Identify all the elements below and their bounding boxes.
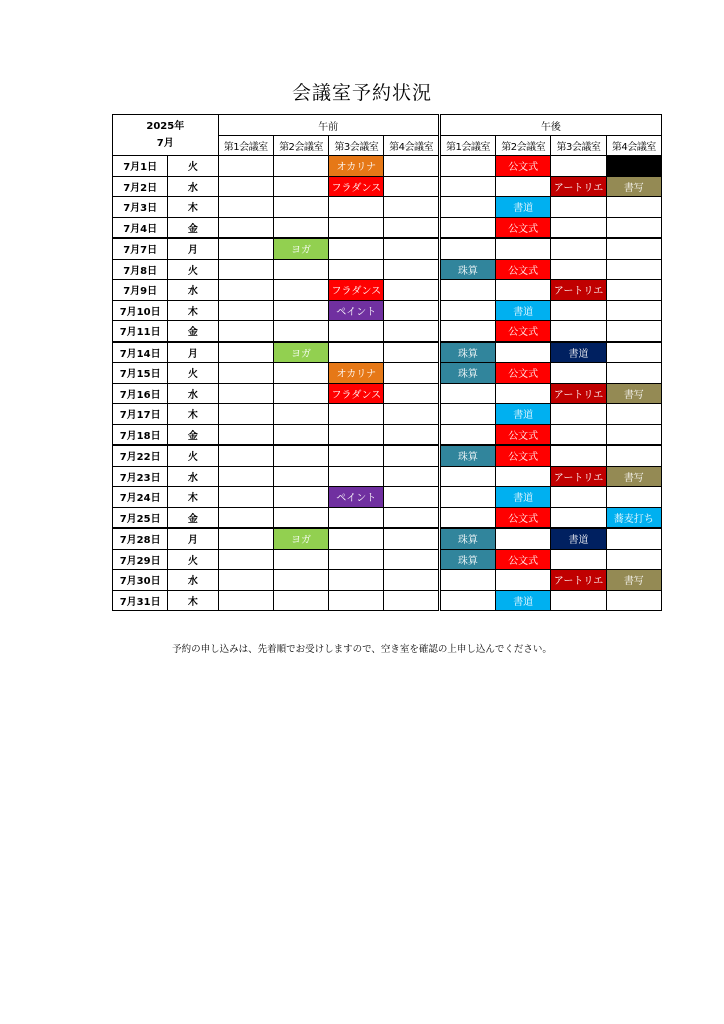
slot-pm-room1 [439,383,495,404]
slot-am-room4 [384,528,439,549]
slot-am-room3: フラダンス [329,176,384,197]
weekday-cell: 月 [168,238,218,259]
slot-pm-room2: 書道 [496,590,551,611]
slot-am-room4 [384,259,439,280]
slot-am-room1 [218,259,273,280]
table-row [113,507,662,528]
slot-pm-room1 [439,466,495,487]
slot-pm-room3 [551,321,606,342]
slot-pm-room4 [606,321,661,342]
slot-pm-room3 [551,197,606,218]
slot-am-room1 [218,238,273,259]
weekday-cell: 木 [168,197,218,218]
table-row [113,217,662,238]
slot-am-room3: オカリナ [329,156,384,177]
slot-pm-room2: 公文式 [496,549,551,570]
slot-pm-room2: 書道 [496,197,551,218]
slot-am-room3: フラダンス [329,280,384,301]
slot-am-room3 [329,342,384,363]
slot-am-room3: ペイント [329,487,384,508]
slot-am-room3: フラダンス [329,383,384,404]
slot-am-room2 [273,176,328,197]
slot-pm-room1 [439,238,495,259]
slot-pm-room1: 珠算 [439,342,495,363]
slot-am-room2 [273,280,328,301]
table-row [113,466,662,487]
room-header-am-1: 第1会議室 [218,136,273,156]
slot-pm-room2: 公文式 [496,217,551,238]
slot-pm-room4 [606,487,661,508]
table-row [113,570,662,591]
date-cell: 7月30日 [113,570,168,591]
slot-am-room3 [329,507,384,528]
slot-am-room4 [384,466,439,487]
slot-pm-room2: 書道 [496,404,551,425]
slot-am-room1 [218,321,273,342]
booking-note: 予約の申し込みは、先着順でお受けしますので、空き室を確認の上申し込んでください。 [172,644,552,655]
slot-am-room4 [384,300,439,321]
room-header-am-4: 第4会議室 [384,136,439,156]
slot-am-room2 [273,424,328,445]
slot-pm-room4: 書写 [606,570,661,591]
slot-pm-room4 [606,217,661,238]
slot-pm-room3 [551,156,606,177]
slot-am-room2: ヨガ [273,342,328,363]
slot-pm-room4: 書写 [606,176,661,197]
slot-am-room3 [329,424,384,445]
slot-pm-room3 [551,445,606,466]
slot-pm-room2: 公文式 [496,321,551,342]
slot-am-room4 [384,156,439,177]
room-header-am-2: 第2会議室 [273,136,328,156]
slot-am-room1 [218,570,273,591]
weekday-cell: 火 [168,156,218,177]
table-row [113,300,662,321]
slot-pm-room4 [606,300,661,321]
weekday-cell: 金 [168,507,218,528]
slot-pm-room2: 書道 [496,487,551,508]
slot-pm-room4: 書写 [606,383,661,404]
slot-am-room1 [218,404,273,425]
slot-am-room3 [329,570,384,591]
weekday-cell: 火 [168,549,218,570]
slot-am-room4 [384,445,439,466]
slot-am-room2 [273,259,328,280]
weekday-cell: 月 [168,342,218,363]
slot-am-room1 [218,197,273,218]
slot-pm-room2 [496,342,551,363]
room-header-pm-3: 第3会議室 [551,136,606,156]
slot-pm-room1 [439,404,495,425]
slot-pm-room4 [606,424,661,445]
slot-pm-room1: 珠算 [439,363,495,384]
year-label: 2025年 [146,121,185,132]
slot-pm-room4 [606,342,661,363]
slot-pm-room3: アートリエ [551,280,606,301]
date-cell: 7月31日 [113,590,168,611]
slot-pm-room3: 書道 [551,528,606,549]
slot-pm-room4 [606,528,661,549]
slot-am-room4 [384,424,439,445]
slot-pm-room2: 公文式 [496,424,551,445]
date-cell: 7月2日 [113,176,168,197]
room-header-pm-2: 第2会議室 [496,136,551,156]
reservation-table [112,114,662,611]
slot-am-room2 [273,197,328,218]
date-cell: 7月9日 [113,280,168,301]
slot-pm-room3 [551,300,606,321]
slot-am-room4 [384,570,439,591]
date-cell: 7月1日 [113,156,168,177]
slot-pm-room3 [551,507,606,528]
slot-am-room1 [218,487,273,508]
table-row [113,424,662,445]
weekday-cell: 水 [168,383,218,404]
slot-am-room1 [218,342,273,363]
slot-am-room4 [384,238,439,259]
slot-pm-room4: 蕎麦打ち [606,507,661,528]
table-row [113,259,662,280]
date-cell: 7月15日 [113,363,168,384]
date-cell: 7月25日 [113,507,168,528]
slot-pm-room4: 書写 [606,466,661,487]
slot-pm-room1: 珠算 [439,259,495,280]
year-month-cell [113,115,219,156]
slot-pm-room3: アートリエ [551,466,606,487]
slot-pm-room2: 公文式 [496,445,551,466]
slot-am-room4 [384,176,439,197]
slot-pm-room3: アートリエ [551,176,606,197]
slot-am-room3 [329,321,384,342]
slot-pm-room4 [606,280,661,301]
slot-am-room4 [384,363,439,384]
slot-pm-room1 [439,280,495,301]
slot-am-room3 [329,445,384,466]
date-cell: 7月18日 [113,424,168,445]
slot-am-room1 [218,300,273,321]
table-row [113,404,662,425]
slot-am-room1 [218,445,273,466]
slot-am-room2 [273,156,328,177]
slot-pm-room1 [439,570,495,591]
weekday-cell: 金 [168,217,218,238]
date-cell: 7月28日 [113,528,168,549]
slot-am-room2 [273,487,328,508]
slot-am-room3 [329,259,384,280]
slot-am-room1 [218,176,273,197]
slot-pm-room3: 書道 [551,342,606,363]
slot-am-room3 [329,197,384,218]
date-cell: 7月23日 [113,466,168,487]
slot-pm-room3 [551,363,606,384]
slot-am-room2 [273,363,328,384]
weekday-cell: 木 [168,487,218,508]
slot-am-room4 [384,342,439,363]
room-header-pm-4: 第4会議室 [606,136,661,156]
slot-pm-room2 [496,238,551,259]
table-row [113,363,662,384]
slot-am-room1 [218,466,273,487]
slot-am-room4 [384,549,439,570]
weekday-cell: 木 [168,300,218,321]
weekday-cell: 月 [168,528,218,549]
slot-am-room2 [273,404,328,425]
weekday-cell: 水 [168,176,218,197]
slot-pm-room3: アートリエ [551,383,606,404]
slot-am-room2 [273,570,328,591]
slot-am-room3: オカリナ [329,363,384,384]
slot-pm-room1: 珠算 [439,549,495,570]
slot-pm-room2 [496,528,551,549]
table-row [113,176,662,197]
slot-pm-room2 [496,176,551,197]
table-row [113,590,662,611]
table-row [113,197,662,218]
slot-pm-room3 [551,487,606,508]
date-cell: 7月29日 [113,549,168,570]
slot-pm-room4 [606,259,661,280]
slot-pm-room2 [496,280,551,301]
slot-am-room2: ヨガ [273,528,328,549]
slot-pm-room3: アートリエ [551,570,606,591]
slot-pm-room3 [551,259,606,280]
weekday-cell: 火 [168,363,218,384]
page-title: 会議室予約状況 [291,82,432,104]
date-cell: 7月16日 [113,383,168,404]
slot-am-room4 [384,383,439,404]
slot-pm-room3 [551,238,606,259]
slot-am-room1 [218,383,273,404]
slot-am-room2 [273,590,328,611]
date-cell: 7月10日 [113,300,168,321]
slot-pm-room4 [606,238,661,259]
table-row [113,487,662,508]
slot-pm-room3 [551,549,606,570]
slot-am-room3: ペイント [329,300,384,321]
slot-pm-room1 [439,156,495,177]
slot-pm-room3 [551,590,606,611]
date-cell: 7月14日 [113,342,168,363]
slot-am-room3 [329,528,384,549]
table-row [113,528,662,549]
date-cell: 7月17日 [113,404,168,425]
date-cell: 7月22日 [113,445,168,466]
slot-am-room2 [273,217,328,238]
room-header-pm-1: 第1会議室 [439,136,495,156]
slot-pm-room3 [551,217,606,238]
date-cell: 7月8日 [113,259,168,280]
slot-pm-room3 [551,404,606,425]
slot-am-room3 [329,590,384,611]
slot-am-room1 [218,507,273,528]
table-row [113,445,662,466]
slot-pm-room4 [606,404,661,425]
slot-am-room3 [329,238,384,259]
slot-am-room2 [273,549,328,570]
slot-am-room4 [384,217,439,238]
slot-pm-room1 [439,487,495,508]
room-header-am-3: 第3会議室 [329,136,384,156]
slot-am-room4 [384,590,439,611]
slot-am-room3 [329,549,384,570]
slot-pm-room2: 公文式 [496,507,551,528]
slot-am-room4 [384,321,439,342]
slot-pm-room1 [439,217,495,238]
date-cell: 7月3日 [113,197,168,218]
slot-pm-room1 [439,424,495,445]
date-cell: 7月24日 [113,487,168,508]
month-label: 7月 [156,138,174,149]
table-row [113,321,662,342]
slot-am-room2 [273,507,328,528]
slot-pm-room1: 珠算 [439,528,495,549]
slot-pm-room4 [606,590,661,611]
table-row [113,156,662,177]
slot-am-room1 [218,549,273,570]
slot-pm-room4 [606,363,661,384]
slot-pm-room4 [606,445,661,466]
table-row [113,280,662,301]
slot-pm-room1: 珠算 [439,445,495,466]
slot-pm-room1 [439,300,495,321]
slot-pm-room2: 書道 [496,300,551,321]
slot-am-room3 [329,404,384,425]
slot-pm-room2: 公文式 [496,363,551,384]
table-row [113,549,662,570]
slot-am-room1 [218,424,273,445]
slot-am-room2 [273,466,328,487]
slot-pm-room1 [439,321,495,342]
slot-am-room3 [329,217,384,238]
slot-pm-room3 [551,424,606,445]
slot-am-room1 [218,528,273,549]
slot-pm-room2 [496,570,551,591]
slot-am-room3 [329,466,384,487]
pm-header: 午後 [439,115,661,136]
slot-pm-room1 [439,197,495,218]
slot-pm-room4 [606,197,661,218]
slot-am-room1 [218,280,273,301]
slot-am-room1 [218,156,273,177]
table-row [113,238,662,259]
slot-pm-room4 [606,156,661,177]
slot-pm-room2 [496,466,551,487]
weekday-cell: 金 [168,424,218,445]
slot-pm-room2: 公文式 [496,156,551,177]
slot-am-room4 [384,404,439,425]
slot-am-room1 [218,590,273,611]
weekday-cell: 火 [168,259,218,280]
weekday-cell: 金 [168,321,218,342]
slot-am-room2: ヨガ [273,238,328,259]
slot-am-room4 [384,197,439,218]
slot-am-room2 [273,300,328,321]
slot-am-room4 [384,507,439,528]
slot-am-room2 [273,383,328,404]
slot-pm-room4 [606,549,661,570]
table-row [113,383,662,404]
slot-pm-room2 [496,383,551,404]
date-cell: 7月7日 [113,238,168,259]
slot-pm-room1 [439,507,495,528]
slot-am-room1 [218,217,273,238]
slot-pm-room1 [439,590,495,611]
weekday-cell: 水 [168,280,218,301]
slot-am-room4 [384,487,439,508]
slot-pm-room2: 公文式 [496,259,551,280]
slot-am-room1 [218,363,273,384]
weekday-cell: 水 [168,466,218,487]
table-row [113,342,662,363]
slot-am-room2 [273,321,328,342]
weekday-cell: 木 [168,590,218,611]
date-cell: 7月11日 [113,321,168,342]
weekday-cell: 火 [168,445,218,466]
weekday-cell: 水 [168,570,218,591]
slot-am-room4 [384,280,439,301]
am-header: 午前 [218,115,439,136]
slot-pm-room1 [439,176,495,197]
slot-am-room2 [273,445,328,466]
date-cell: 7月4日 [113,217,168,238]
weekday-cell: 木 [168,404,218,425]
